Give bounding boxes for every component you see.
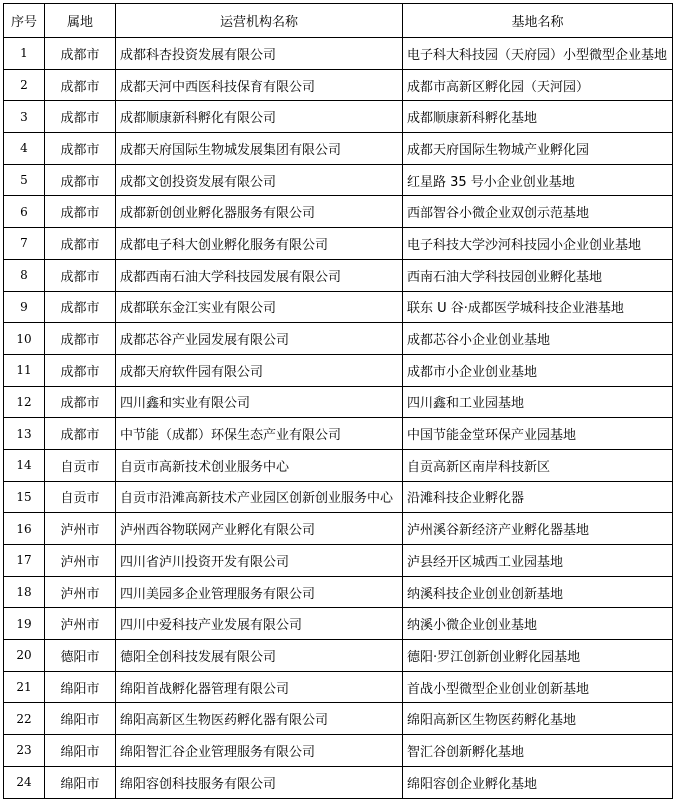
cell-org: 成都顺康新科孵化有限公司 — [116, 101, 403, 133]
cell-org: 成都科杏投资发展有限公司 — [116, 38, 403, 70]
table-row — [4, 196, 673, 228]
cell-region: 成都市 — [45, 196, 116, 228]
cell-no: 15 — [4, 481, 45, 513]
cell-no: 17 — [4, 545, 45, 577]
cell-base: 中国节能金堂环保产业园基地 — [403, 418, 673, 450]
cell-org: 中节能（成都）环保生态产业有限公司 — [116, 418, 403, 450]
cell-base: 电子科技大学沙河科技园小企业创业基地 — [403, 228, 673, 260]
cell-region: 自贡市 — [45, 481, 116, 513]
cell-region: 成都市 — [45, 164, 116, 196]
cell-base: 成都市小企业创业基地 — [403, 354, 673, 386]
cell-base: 红星路 35 号小企业创业基地 — [403, 164, 673, 196]
cell-no: 19 — [4, 608, 45, 640]
cell-org: 成都天府国际生物城发展集团有限公司 — [116, 133, 403, 165]
cell-no: 4 — [4, 133, 45, 165]
cell-base: 智汇谷创新孵化基地 — [403, 735, 673, 767]
cell-base: 联东 U 谷·成都医学城科技企业港基地 — [403, 291, 673, 323]
cell-region: 泸州市 — [45, 513, 116, 545]
cell-org: 泸州西谷物联网产业孵化有限公司 — [116, 513, 403, 545]
cell-no: 11 — [4, 354, 45, 386]
cell-no: 1 — [4, 38, 45, 70]
cell-region: 成都市 — [45, 69, 116, 101]
table-row — [4, 576, 673, 608]
cell-no: 14 — [4, 449, 45, 481]
table-row — [4, 354, 673, 386]
cell-base: 沿滩科技企业孵化器 — [403, 481, 673, 513]
cell-org: 自贡市沿滩高新技术产业园区创新创业服务中心 — [116, 481, 403, 513]
cell-org: 成都文创投资发展有限公司 — [116, 164, 403, 196]
cell-no: 5 — [4, 164, 45, 196]
table-row — [4, 766, 673, 798]
cell-base: 泸州溪谷新经济产业孵化器基地 — [403, 513, 673, 545]
table-row — [4, 69, 673, 101]
cell-base: 西部智谷小微企业双创示范基地 — [403, 196, 673, 228]
cell-org: 绵阳容创科技服务有限公司 — [116, 766, 403, 798]
table-row — [4, 703, 673, 735]
cell-region: 成都市 — [45, 259, 116, 291]
cell-base: 纳溪小微企业创业基地 — [403, 608, 673, 640]
cell-org: 成都电子科大创业孵化服务有限公司 — [116, 228, 403, 260]
cell-region: 成都市 — [45, 101, 116, 133]
table-row — [4, 545, 673, 577]
table-row — [4, 291, 673, 323]
cell-no: 23 — [4, 735, 45, 767]
table-row — [4, 608, 673, 640]
table-row — [4, 323, 673, 355]
cell-region: 成都市 — [45, 354, 116, 386]
table-header — [4, 4, 673, 38]
table-row — [4, 259, 673, 291]
cell-region: 绵阳市 — [45, 671, 116, 703]
table-body — [4, 38, 673, 799]
cell-base: 成都芯谷小企业创业基地 — [403, 323, 673, 355]
cell-region: 自贡市 — [45, 449, 116, 481]
cell-org: 四川省泸川投资开发有限公司 — [116, 545, 403, 577]
cell-org: 绵阳智汇谷企业管理服务有限公司 — [116, 735, 403, 767]
cell-base: 纳溪科技企业创业创新基地 — [403, 576, 673, 608]
cell-no: 22 — [4, 703, 45, 735]
cell-no: 8 — [4, 259, 45, 291]
cell-region: 成都市 — [45, 228, 116, 260]
table-row — [4, 513, 673, 545]
cell-org: 绵阳首战孵化器管理有限公司 — [116, 671, 403, 703]
table-row — [4, 671, 673, 703]
cell-region: 绵阳市 — [45, 766, 116, 798]
cell-region: 成都市 — [45, 323, 116, 355]
cell-no: 10 — [4, 323, 45, 355]
table-row — [4, 164, 673, 196]
cell-org: 成都新创创业孵化器服务有限公司 — [116, 196, 403, 228]
cell-base: 德阳·罗江创新创业孵化园基地 — [403, 640, 673, 672]
table-row — [4, 449, 673, 481]
cell-base: 绵阳高新区生物医药孵化基地 — [403, 703, 673, 735]
cell-region: 成都市 — [45, 386, 116, 418]
table-row — [4, 386, 673, 418]
table-row — [4, 735, 673, 767]
cell-base: 成都市高新区孵化园（天河园） — [403, 69, 673, 101]
cell-base: 首战小型微型企业创业创新基地 — [403, 671, 673, 703]
cell-no: 9 — [4, 291, 45, 323]
table-row — [4, 101, 673, 133]
cell-no: 13 — [4, 418, 45, 450]
cell-region: 成都市 — [45, 38, 116, 70]
cell-org: 自贡市高新技术创业服务中心 — [116, 449, 403, 481]
cell-region: 成都市 — [45, 418, 116, 450]
cell-region: 泸州市 — [45, 576, 116, 608]
cell-org: 四川中爱科技产业发展有限公司 — [116, 608, 403, 640]
cell-region: 绵阳市 — [45, 703, 116, 735]
cell-no: 18 — [4, 576, 45, 608]
header-base: 基地名称 — [403, 4, 673, 38]
cell-no: 21 — [4, 671, 45, 703]
cell-no: 6 — [4, 196, 45, 228]
header-region: 属地 — [45, 4, 116, 38]
cell-org: 成都联东金江实业有限公司 — [116, 291, 403, 323]
cell-org: 成都天府软件园有限公司 — [116, 354, 403, 386]
cell-no: 24 — [4, 766, 45, 798]
cell-no: 20 — [4, 640, 45, 672]
cell-org: 德阳全创科技发展有限公司 — [116, 640, 403, 672]
cell-region: 泸州市 — [45, 608, 116, 640]
cell-base: 成都顺康新科孵化基地 — [403, 101, 673, 133]
table-row — [4, 133, 673, 165]
cell-no: 7 — [4, 228, 45, 260]
table-row — [4, 228, 673, 260]
table-row — [4, 418, 673, 450]
cell-region: 成都市 — [45, 291, 116, 323]
cell-base: 泸县经开区城西工业园基地 — [403, 545, 673, 577]
cell-no: 16 — [4, 513, 45, 545]
table-row — [4, 481, 673, 513]
header-no: 序号 — [4, 4, 45, 38]
cell-org: 成都西南石油大学科技园发展有限公司 — [116, 259, 403, 291]
cell-no: 2 — [4, 69, 45, 101]
cell-base: 电子科大科技园（天府园）小型微型企业基地 — [403, 38, 673, 70]
cell-region: 成都市 — [45, 133, 116, 165]
cell-base: 绵阳容创企业孵化基地 — [403, 766, 673, 798]
cell-region: 绵阳市 — [45, 735, 116, 767]
header-row — [4, 4, 673, 38]
cell-base: 西南石油大学科技园创业孵化基地 — [403, 259, 673, 291]
cell-base: 四川鑫和工业园基地 — [403, 386, 673, 418]
cell-org: 四川鑫和实业有限公司 — [116, 386, 403, 418]
cell-region: 泸州市 — [45, 545, 116, 577]
cell-org: 成都芯谷产业园发展有限公司 — [116, 323, 403, 355]
cell-region: 德阳市 — [45, 640, 116, 672]
cell-org: 成都天河中西医科技保育有限公司 — [116, 69, 403, 101]
table-row — [4, 640, 673, 672]
cell-org: 四川美园多企业管理服务有限公司 — [116, 576, 403, 608]
cell-base: 自贡高新区南岸科技新区 — [403, 449, 673, 481]
header-org: 运营机构名称 — [116, 4, 403, 38]
cell-no: 12 — [4, 386, 45, 418]
base-list-table — [3, 3, 673, 799]
cell-base: 成都天府国际生物城产业孵化园 — [403, 133, 673, 165]
cell-org: 绵阳高新区生物医药孵化器有限公司 — [116, 703, 403, 735]
cell-no: 3 — [4, 101, 45, 133]
table-row — [4, 38, 673, 70]
